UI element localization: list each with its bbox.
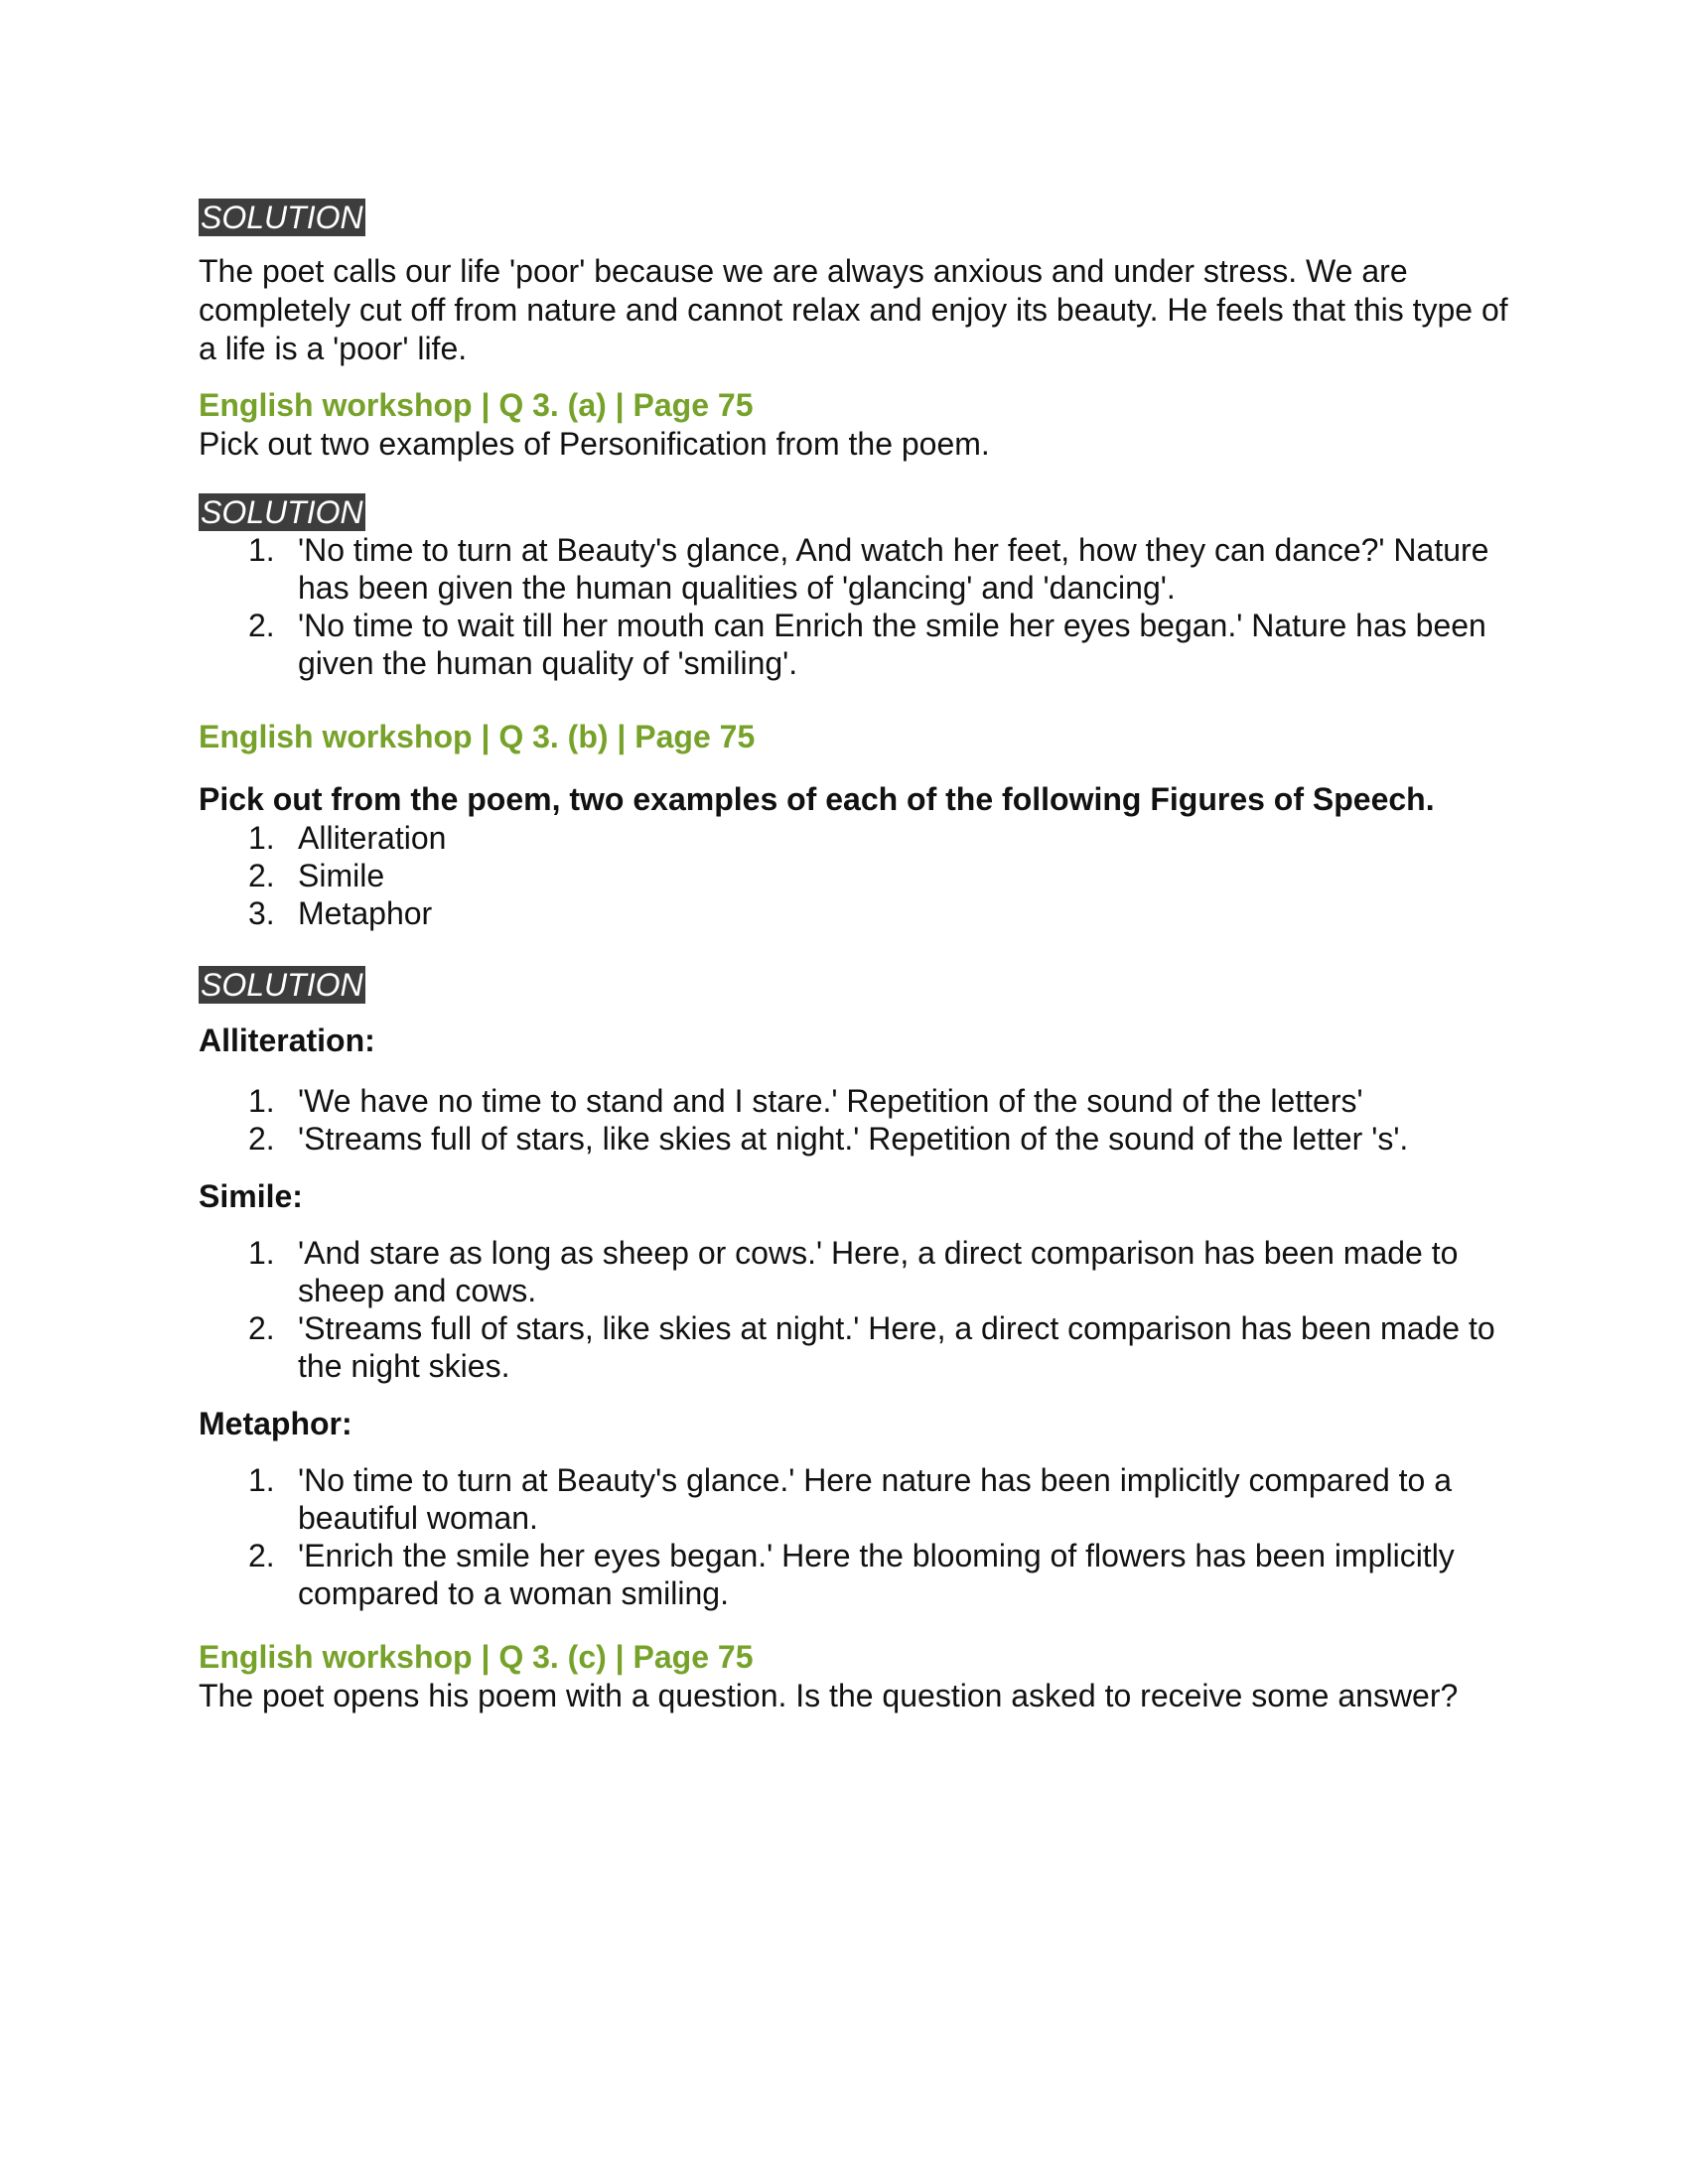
simile-title: Simile: — [199, 1178, 303, 1214]
question-q3c: The poet opens his poem with a question. Is the question asked to receive some answer? — [199, 1678, 1459, 1713]
solution-text-1: The poet calls our life 'poor' because we are always anxious and under stress. We are completely cut off from nature and cannot relax and enjoy its beauty. He feels that this type of a life is a 'poor' life. — [199, 253, 1508, 366]
list-number: 1. — [248, 532, 275, 568]
list-text: Alliteration — [298, 820, 447, 856]
list-item — [199, 1461, 1509, 1537]
solution-label: SOLUTION — [201, 494, 363, 530]
list-item — [199, 1309, 1509, 1385]
metaphor-list — [199, 1461, 1509, 1612]
list-text: 'No time to turn at Beauty's glance.' Here nature has been implicitly compared to a beautiful woman. — [298, 1462, 1453, 1536]
solution-badge-2 — [199, 493, 1509, 531]
list-item — [199, 857, 1509, 894]
alliteration-list — [199, 1082, 1509, 1158]
list-item — [199, 531, 1509, 607]
list-item — [199, 1082, 1509, 1120]
list-number: 2. — [248, 608, 275, 643]
simile-list — [199, 1234, 1509, 1385]
list-text: Metaphor — [298, 895, 433, 931]
list-text: 'Streams full of stars, like skies at night.' Repetition of the sound of the letter 's'. — [298, 1121, 1409, 1157]
solution-badge-1 — [199, 199, 1509, 236]
list-text: 'We have no time to stand and I stare.' Repetition of the sound of the letters' — [298, 1083, 1363, 1119]
list-number: 3. — [248, 895, 275, 931]
list-item — [199, 819, 1509, 857]
list-number: 1. — [248, 1235, 275, 1271]
list-text: 'Enrich the smile her eyes began.' Here the blooming of flowers has been implicitly compared to a woman smiling. — [298, 1538, 1455, 1611]
list-number: 2. — [248, 858, 275, 893]
heading-q3a: English workshop | Q 3. (a) | Page 75 — [199, 387, 754, 423]
list-number: 1. — [248, 1083, 275, 1119]
list-item — [199, 607, 1509, 682]
metaphor-title: Metaphor: — [199, 1406, 352, 1441]
list-text: 'And stare as long as sheep or cows.' Here, a direct comparison has been made to sheep and cows. — [298, 1235, 1459, 1308]
heading-q3c: English workshop | Q 3. (c) | Page 75 — [199, 1639, 754, 1675]
heading-q3b: English workshop | Q 3. (b) | Page 75 — [199, 719, 756, 754]
question-q3b: Pick out from the poem, two examples of each of the following Figures of Speech. — [199, 781, 1435, 817]
personification-list — [199, 531, 1509, 682]
solution-label: SOLUTION — [201, 200, 363, 235]
list-item — [199, 894, 1509, 932]
list-number: 1. — [248, 820, 275, 856]
list-text: 'No time to turn at Beauty's glance, And watch her feet, how they can dance?' Nature has been given the human qualities of 'glancing' and 'dancing'. — [298, 532, 1489, 606]
list-number: 2. — [248, 1310, 275, 1346]
solution-badge-3 — [199, 966, 1509, 1004]
list-text: 'No time to wait till her mouth can Enrich the smile her eyes began.' Nature has been given the human quality of 'smiling'. — [298, 608, 1486, 681]
list-number: 2. — [248, 1121, 275, 1157]
list-text: 'Streams full of stars, like skies at night.' Here, a direct comparison has been made to the night skies. — [298, 1310, 1495, 1384]
question-q3a: Pick out two examples of Personification from the poem. — [199, 426, 990, 462]
alliteration-title: Alliteration: — [199, 1023, 375, 1058]
list-text: Simile — [298, 858, 385, 893]
document-page — [199, 199, 1509, 1715]
list-item — [199, 1537, 1509, 1612]
list-item — [199, 1120, 1509, 1158]
list-item — [199, 1234, 1509, 1309]
solution-label: SOLUTION — [201, 967, 363, 1003]
figures-of-speech-list — [199, 819, 1509, 932]
list-number: 1. — [248, 1462, 275, 1498]
list-number: 2. — [248, 1538, 275, 1573]
